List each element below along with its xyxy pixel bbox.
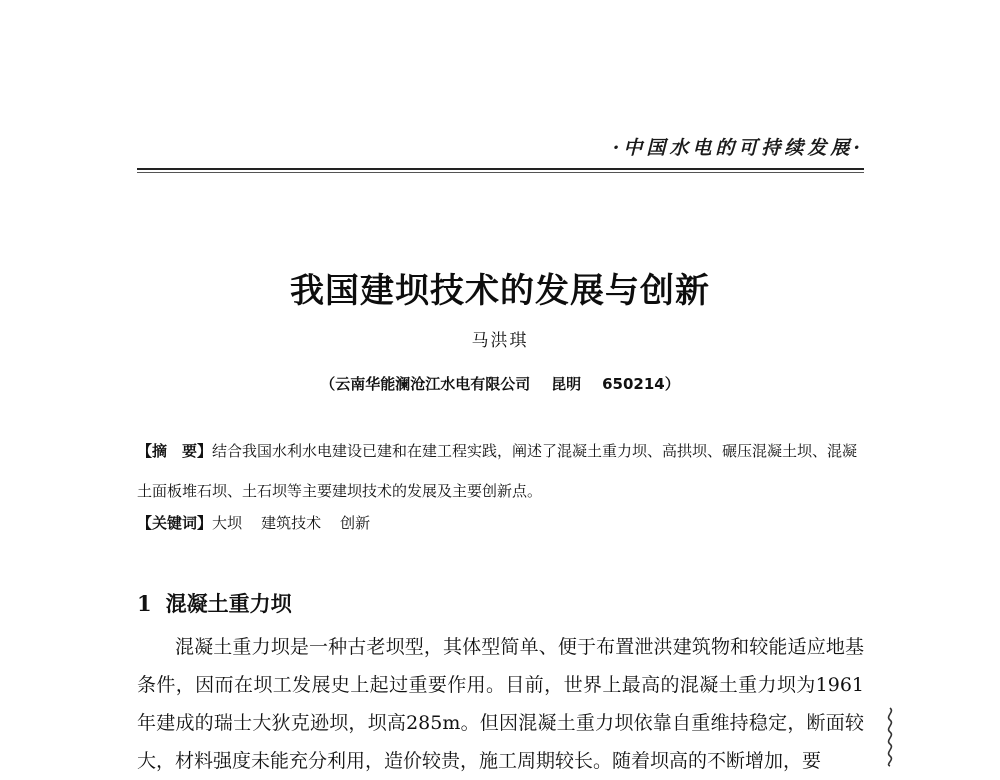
section-number: 1 bbox=[137, 591, 152, 616]
keywords-text: 大坝 建筑技术 创新 bbox=[212, 514, 371, 532]
keywords-label: 【关键词】 bbox=[137, 514, 213, 532]
abstract-label: 【摘 要】 bbox=[137, 442, 213, 460]
abstract-text: 结合我国水利水电建设已建和在建工程实践，阐述了混凝土重力坝、高拱坝、碾压混凝土坝、混凝土面板堆石坝、土石坝等主要建坝技术的发展及主要创新点。 bbox=[137, 442, 858, 500]
paper-title: 我国建坝技术的发展与创新 bbox=[290, 271, 710, 311]
running-header: ·中国水电的可持续发展· bbox=[612, 137, 864, 159]
abstract bbox=[137, 431, 865, 511]
header-rule-thick bbox=[137, 168, 864, 170]
section-title: 混凝土重力坝 bbox=[165, 592, 292, 616]
section-heading bbox=[137, 588, 292, 618]
section-paragraph: 混凝土重力坝是一种古老坝型，其体型简单、便于布置泄洪建筑物和较能适应地基条件，因而在坝工发展史上起过重要作用。目前，世界上最高的混凝土重力坝为1961年建成的瑞士大狄克逊坝，坝高285m。但因混凝土重力坝依靠自重维持稳定，断面较大，材料强度未能充分利用，造价较贵，施工周期较长。随着坝高的不断增加，要 bbox=[137, 636, 864, 772]
keywords bbox=[137, 512, 865, 533]
margin-ornament-icon bbox=[883, 706, 897, 766]
header-rule-thin bbox=[137, 172, 864, 173]
author-affiliation: （云南华能澜沧江水电有限公司 昆明 650214） bbox=[320, 375, 680, 393]
author-name: 马洪琪 bbox=[471, 331, 529, 351]
